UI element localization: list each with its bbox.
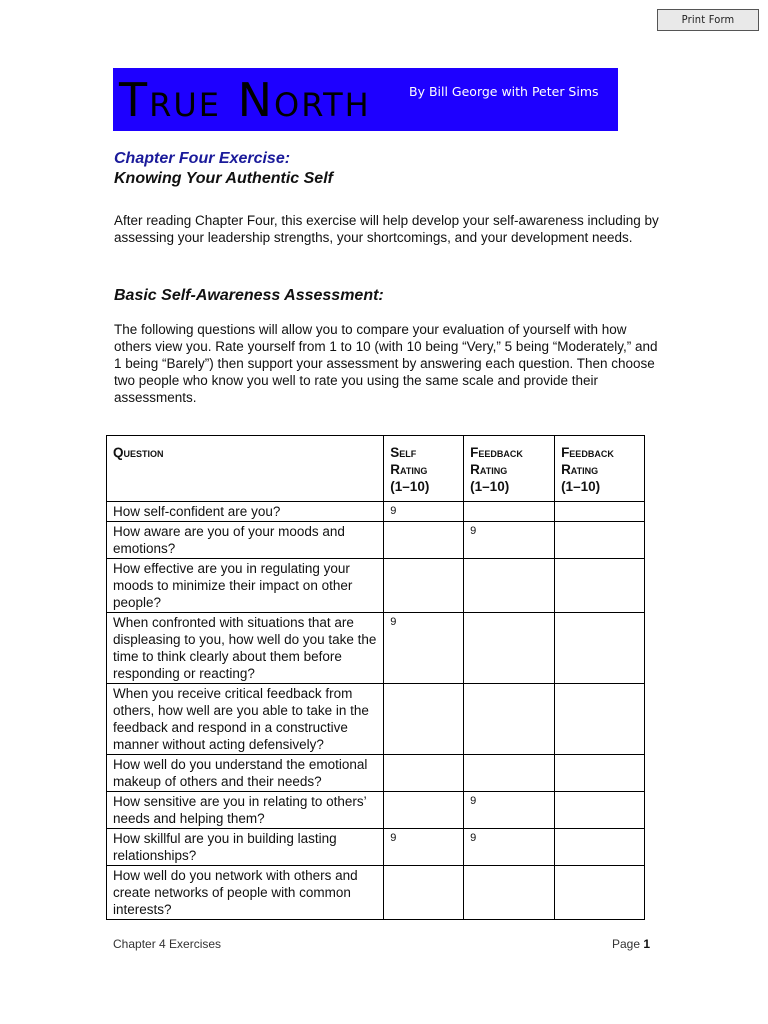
- title-banner: [113, 68, 618, 131]
- footer-chapter-label: Chapter 4 Exercises: [113, 937, 222, 951]
- feedback-rating-field[interactable]: [555, 684, 645, 755]
- feedback-rating-field[interactable]: [555, 755, 645, 792]
- feedback-rating-field[interactable]: [555, 502, 645, 522]
- feedback-rating-header-1: Feedback Rating (1–10): [464, 436, 555, 502]
- question-cell: How aware are you of your moods and emotions?: [107, 522, 384, 559]
- feedback-rating-field[interactable]: [555, 829, 645, 866]
- feedback-rating-header-2: Feedback Rating (1–10): [555, 436, 645, 502]
- feedback-rating-field[interactable]: [464, 755, 555, 792]
- table-row: [107, 502, 645, 522]
- assessment-table: [106, 435, 645, 920]
- table-row: [107, 755, 645, 792]
- question-cell: How well do you network with others and create networks of people with common interests?: [107, 866, 384, 920]
- question-cell: How self-confident are you?: [107, 502, 384, 522]
- feedback-rating-field[interactable]: [555, 792, 645, 829]
- table-row: [107, 613, 645, 684]
- feedback-rating-field[interactable]: [464, 684, 555, 755]
- self-rating-field[interactable]: 9: [384, 502, 464, 522]
- intro-paragraph: After reading Chapter Four, this exercise will help develop your self-awareness including by assessing your leadership strengths, your shortcomings, and your development needs.: [114, 213, 659, 245]
- chapter-subtitle: Knowing Your Authentic Self: [114, 170, 333, 187]
- self-rating-field[interactable]: [384, 559, 464, 613]
- self-rating-field[interactable]: [384, 866, 464, 920]
- question-cell: How well do you understand the emotional makeup of others and their needs?: [107, 755, 384, 792]
- question-cell: When confronted with situations that are displeasing to you, how well do you take the time to think clearly about them before responding or reacting?: [107, 613, 384, 684]
- chapter-title: Chapter Four Exercise:: [114, 150, 291, 167]
- feedback-rating-field[interactable]: [555, 866, 645, 920]
- self-rating-field[interactable]: [384, 522, 464, 559]
- feedback-rating-field[interactable]: 9: [464, 829, 555, 866]
- self-rating-field[interactable]: [384, 792, 464, 829]
- footer-page-label: Page: [612, 937, 641, 951]
- feedback-rating-field[interactable]: [555, 522, 645, 559]
- book-byline: By Bill George with Peter Sims: [409, 84, 599, 99]
- section-title: Basic Self-Awareness Assessment:: [114, 287, 384, 304]
- table-row: [107, 866, 645, 920]
- feedback-rating-field[interactable]: [464, 866, 555, 920]
- print-form-button[interactable]: Print Form: [657, 9, 759, 31]
- feedback-rating-field[interactable]: 9: [464, 522, 555, 559]
- feedback-rating-field[interactable]: [464, 559, 555, 613]
- self-rating-field[interactable]: 9: [384, 829, 464, 866]
- question-cell: How skillful are you in building lasting relationships?: [107, 829, 384, 866]
- section-paragraph: The following questions will allow you to compare your evaluation of yourself with how others view you. Rate yourself from 1 to 10 (with 10 being “Very,” 5 being “Moderately,” and 1 being “Barely”) then support your assessment by answering each question. Then choose two people who know you well to rate you using the same scale and provide their assessments.: [114, 322, 658, 405]
- table-row: [107, 792, 645, 829]
- table-row: [107, 684, 645, 755]
- feedback-rating-field[interactable]: [464, 502, 555, 522]
- question-cell: How sensitive are you in relating to others’ needs and helping them?: [107, 792, 384, 829]
- footer-page-number: 1: [643, 937, 651, 951]
- table-header-row: [107, 436, 645, 502]
- feedback-rating-field[interactable]: [555, 559, 645, 613]
- self-rating-header: Self Rating (1–10): [384, 436, 464, 502]
- feedback-rating-field[interactable]: [464, 613, 555, 684]
- table-row: [107, 829, 645, 866]
- question-header: Question: [107, 436, 384, 502]
- book-title: [119, 74, 371, 126]
- feedback-rating-field[interactable]: 9: [464, 792, 555, 829]
- self-rating-field[interactable]: 9: [384, 613, 464, 684]
- footer-page: [612, 937, 650, 951]
- question-cell: How effective are you in regulating your moods to minimize their impact on other people?: [107, 559, 384, 613]
- feedback-rating-field[interactable]: [555, 613, 645, 684]
- self-rating-field[interactable]: [384, 755, 464, 792]
- self-rating-field[interactable]: [384, 684, 464, 755]
- table-row: [107, 559, 645, 613]
- question-cell: When you receive critical feedback from others, how well are you able to take in the feedback and respond in a constructive manner without acting defensively?: [107, 684, 384, 755]
- book-title-text: True North: [119, 73, 371, 127]
- table-row: [107, 522, 645, 559]
